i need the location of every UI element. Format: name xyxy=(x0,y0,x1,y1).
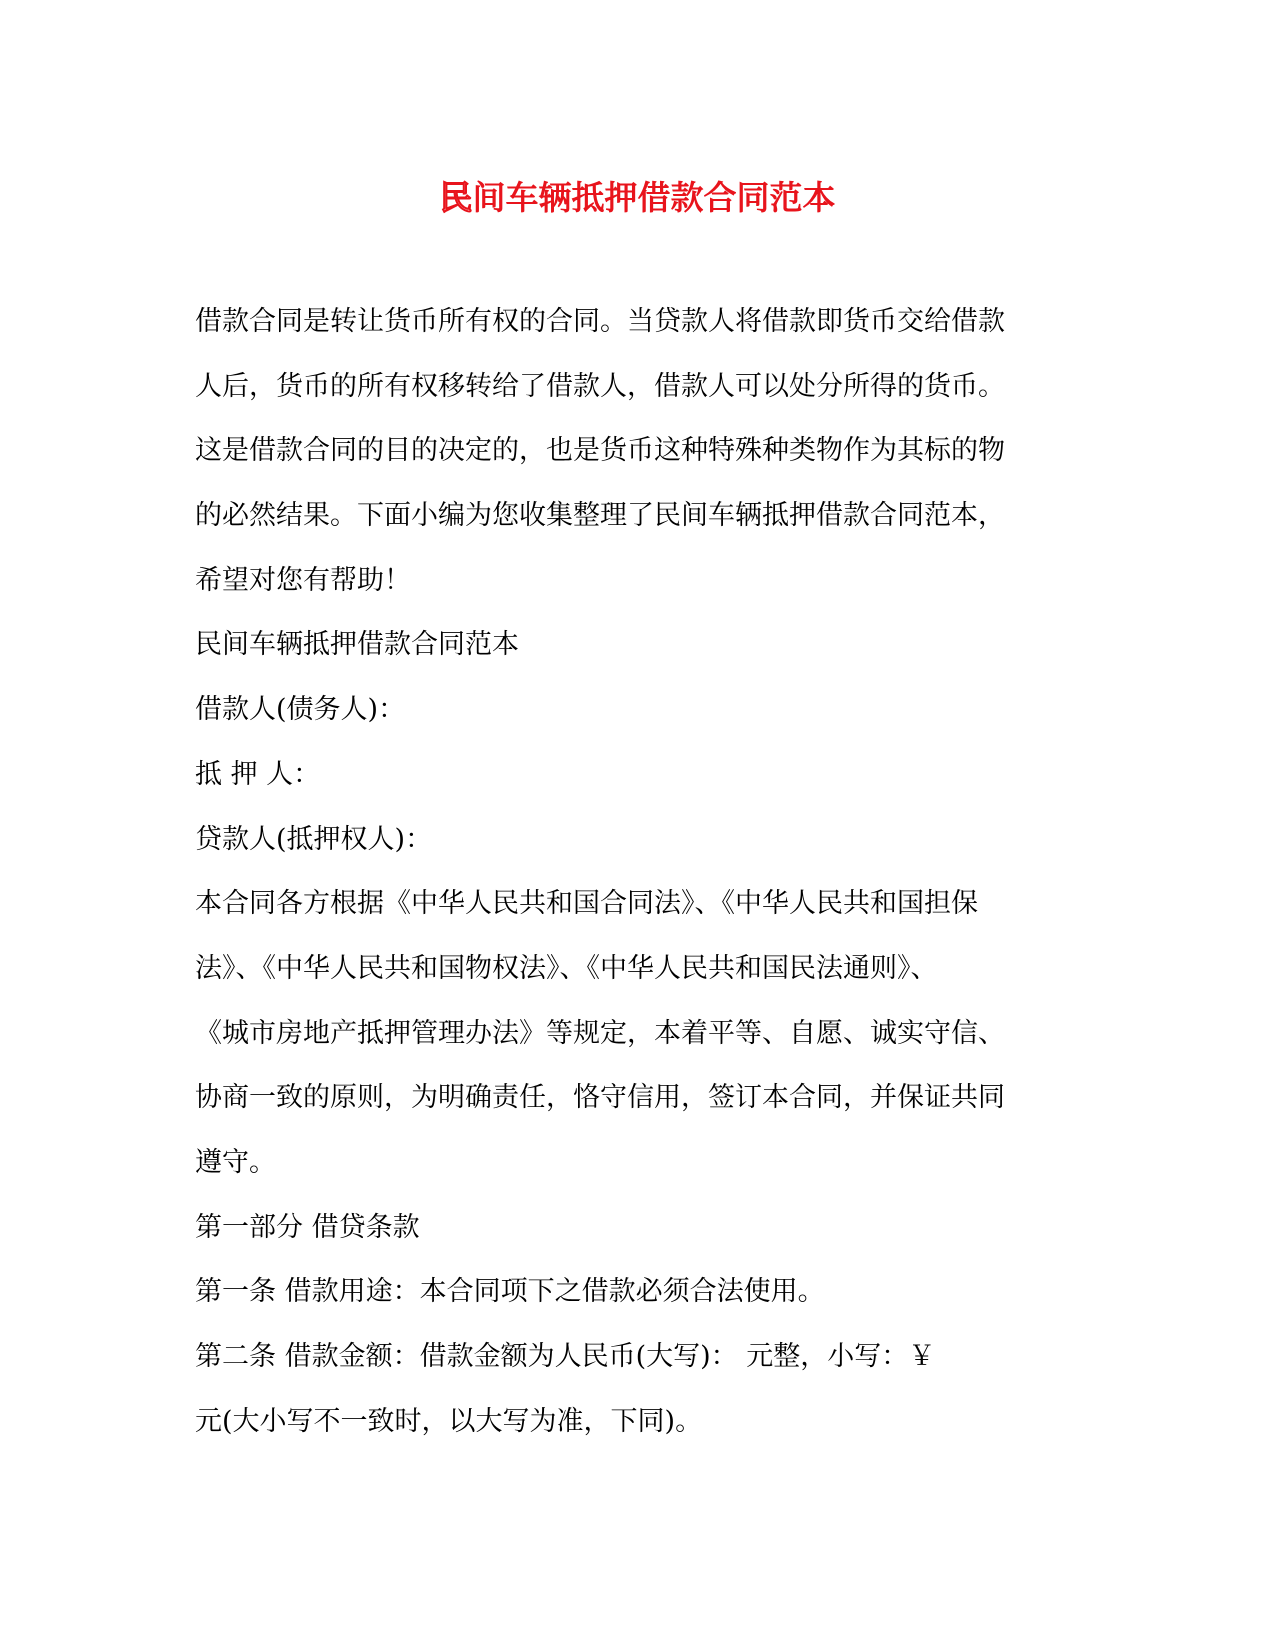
body-line-intro-5: 希望对您有帮助！ xyxy=(195,564,411,596)
preamble-line-1: 本合同各方根据《中华人民共和国合同法》、《中华人民共和国担保 xyxy=(195,888,978,920)
body-line-intro-2: 人后，货币的所有权移转给了借款人，借款人可以处分所得的货币。 xyxy=(195,370,1005,402)
article-two-line-1: 第二条 借款金额：借款金额为人民币(大写)： 元整，小写：￥ xyxy=(195,1341,936,1372)
document-title xyxy=(0,176,1275,220)
body-line-intro-1: 借款合同是转让货币所有权的合同。当贷款人将借款即货币交给借款 xyxy=(195,306,1005,337)
borrower-field: 借款人(债务人)： xyxy=(195,694,406,726)
preamble-line-4: 协商一致的原则，为明确责任，恪守信用，签订本合同，并保证共同 xyxy=(195,1082,1005,1114)
article-one: 第一条 借款用途：本合同项下之借款必须合法使用。 xyxy=(195,1276,825,1308)
title-first-char: 民 xyxy=(439,178,473,217)
part-one-heading: 第一部分 借贷条款 xyxy=(195,1211,420,1243)
mortgagor-field: 抵 押 人： xyxy=(195,758,321,790)
preamble-line-3: 《城市房地产抵押管理办法》等规定，本着平等、自愿、诚实守信、 xyxy=(195,1017,1005,1049)
document-body xyxy=(195,290,1095,1454)
preamble-line-2: 法》、《中华人民共和国物权法》、《中华人民共和国民法通则》、 xyxy=(195,952,938,984)
preamble-line-5: 遵守。 xyxy=(195,1146,276,1178)
body-line-intro-4: 的必然结果。下面小编为您收集整理了民间车辆抵押借款合同范本， xyxy=(195,500,1005,532)
title-text: 间车辆抵押借款合同范本 xyxy=(472,178,836,217)
article-two-line-2: 元(大小写不一致时，以大写为准，下同)。 xyxy=(195,1405,703,1437)
contract-heading: 民间车辆抵押借款合同范本 xyxy=(195,629,519,661)
body-line-intro-3: 这是借款合同的目的决定的，也是货币这种特殊种类物作为其标的物 xyxy=(195,435,1005,467)
lender-field: 贷款人(抵押权人)： xyxy=(195,823,433,855)
